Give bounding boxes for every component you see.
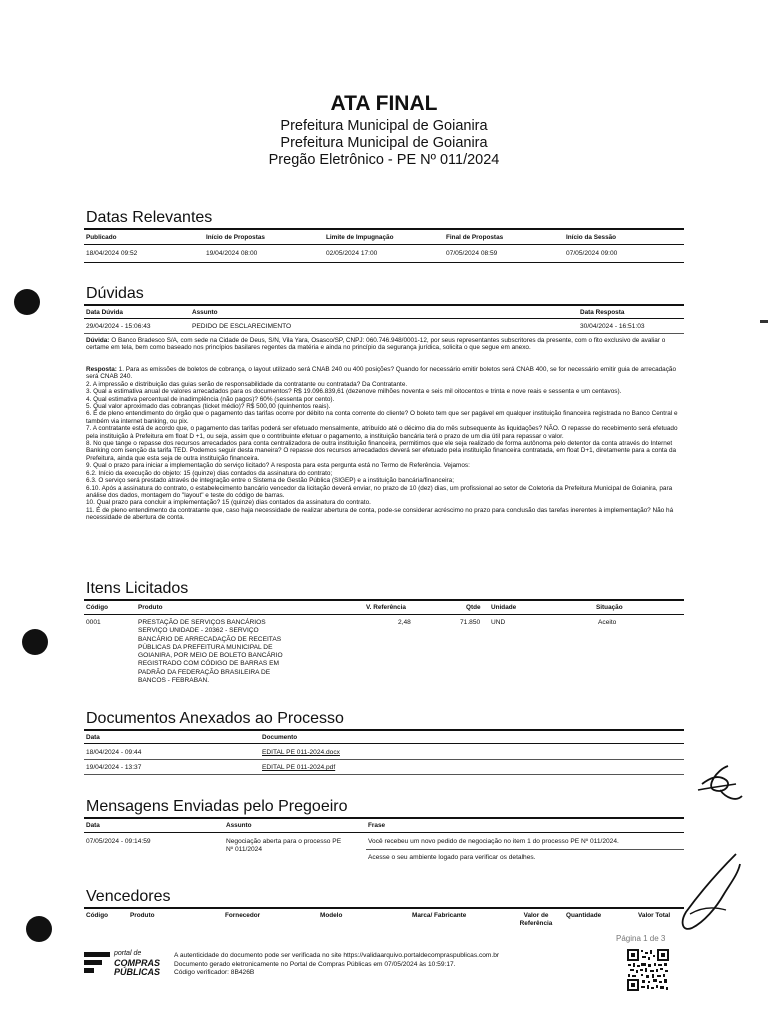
item-unidade: UND	[491, 619, 506, 626]
section-title-documentos: Documentos Anexados ao Processo	[86, 710, 344, 727]
value-publicado: 18/04/2024 09:52	[86, 250, 138, 257]
binder-hole-mark	[22, 629, 48, 655]
item-valor-referencia: 2,48	[398, 619, 411, 626]
section-title-itens: Itens Licitados	[86, 580, 189, 597]
header-quantidade: Qtde	[466, 604, 481, 611]
page-number: Página 1 de 3	[616, 934, 666, 943]
section-divider	[84, 907, 684, 909]
value-inicio-sessao: 07/05/2024 09:00	[566, 250, 618, 257]
header-limite-impugnacao: Limite de Impugnação	[326, 234, 394, 241]
item-quantidade: 71.850	[460, 619, 481, 626]
value-inicio-propostas: 19/04/2024 08:00	[206, 250, 258, 257]
header-publicado: Publicado	[86, 234, 117, 241]
section-title-datas: Datas Relevantes	[86, 209, 213, 226]
header-produto: Produto	[130, 912, 155, 919]
header-marca-fabricante: Marca/ Fabricante	[412, 912, 467, 919]
produto-line: SERVIÇO UNIDADE - 20362 - SERVIÇO	[138, 627, 259, 635]
entity-name: Prefeitura Municipal de Goianira	[280, 118, 488, 134]
authenticity-line: A autenticidade do documento pode ser verificada no site https://validaarquivo.portaldecompraspublicas.com.br	[174, 952, 500, 959]
footer-note	[174, 952, 499, 978]
section-title-duvidas: Dúvidas	[86, 285, 144, 302]
logo-bar	[84, 952, 110, 957]
resposta-line: 8. No que tange o repasse dos recursos arrecadados para conta centralizadora de outra instituição financeira, permitimos que ele seja realizado de forma autônoma pelo detentor da conta através do Internet Banking com isenção da tarifa TED. Podemos seguir desta maneira? O repasse dos recursos arrecadados deverá ser efetuado pela instituição financeira contratada, em float D+1, diretamente para a conta da Prefeitura, ainda que esta seja de outra instituição financeira.	[86, 440, 677, 462]
value-limite-impugnacao: 02/05/2024 17:00	[326, 250, 378, 257]
header-final-propostas: Final de Propostas	[446, 234, 504, 241]
header-valor-referencia: V. Referência	[366, 604, 406, 611]
documento-link-docx[interactable]: EDITAL PE 011-2024.docx	[262, 749, 340, 756]
produto-line: PRESTAÇÃO DE SERVIÇOS BANCÁRIOS	[138, 619, 266, 626]
header-modelo: Modelo	[320, 912, 343, 919]
table-header-line	[84, 244, 684, 245]
resposta-line: 6.3. O serviço será prestado através de integração entre o Sistema de Gestão Pública (SIGEP) e a instituição bancária/financeira;	[86, 477, 455, 485]
table-header-line	[84, 614, 684, 615]
header-frase: Frase	[368, 822, 386, 829]
table-bottom-line	[84, 262, 684, 263]
section-title-mensagens: Mensagens Enviadas pelo Pregoeiro	[86, 798, 348, 815]
resposta-line: 5. Qual valor aproximado das cobranças (ticket médio)? R$ 500,00 (quinhentos reais).	[86, 403, 331, 411]
document-title: ATA FINAL	[330, 92, 438, 115]
produto-line: PADRÃO DA FEDERAÇÃO BRASILEIRA DE	[138, 668, 271, 676]
documento-data: 19/04/2024 - 13:37	[86, 764, 142, 771]
header-data-resposta: Data Resposta	[580, 309, 625, 316]
section-divider	[84, 729, 684, 731]
row-separator	[84, 759, 684, 760]
resposta-line: 2. A impressão e distribuição das guias serão de responsabilidade da contratante ou contratada? Da Contratante.	[86, 380, 408, 388]
section-divider	[84, 599, 684, 601]
item-situacao: Aceito	[598, 619, 617, 626]
header-data-duvida: Data Dúvida	[86, 309, 123, 316]
table-header-line	[84, 743, 684, 744]
value-data-resposta: 30/04/2024 - 16:51:03	[580, 323, 645, 330]
resposta-line: 10. Qual prazo para concluir a implementação? 15 (quinze) dias contados da assinatura do contrato.	[86, 499, 371, 507]
binder-hole-mark	[14, 289, 40, 315]
row-separator	[84, 774, 684, 775]
assunto-line: Negociação aberta para o processo PE	[226, 838, 342, 845]
header-assunto: Assunto	[226, 822, 252, 829]
header-codigo: Código	[86, 912, 109, 919]
table-header-line	[84, 832, 684, 833]
duvida-label: Dúvida:	[86, 337, 110, 344]
duvida-body: O Banco Bradesco S/A, com sede na Cidade de Deus, S/N, Vila Yara, Osasco/SP, CNPJ: 060.746.948/0001-12, por seus representantes subscritores da presente, com o fito exclusivo de avaliar o certame em tela, bem como baseado nos princípios basilares regentes da matéria e ainda no princípio da segurança jurídica, solicita o que segue em anexo.	[86, 337, 666, 352]
mensagem-frase-1: Você recebeu um novo pedido de negociação no item 1 do processo PE Nº 011/2024.	[368, 838, 619, 845]
resposta-text	[86, 366, 686, 522]
logo-text-compras: COMPRAS	[114, 958, 161, 968]
logo-bar	[84, 968, 94, 973]
assunto-line: Nº 011/2024	[226, 846, 263, 854]
generated-line: Documento gerado eletronicamente no Portal de Compras Públicas em 07/05/2024 às 10:59:17.	[174, 960, 456, 968]
mensagem-data: 07/05/2024 - 09:14:59	[86, 838, 151, 845]
header-codigo: Código	[86, 604, 109, 611]
header-quantidade: Quantidade	[566, 912, 602, 919]
header-valor-referencia: Valor de Referência	[519, 912, 553, 927]
section-divider	[84, 817, 684, 819]
value-data-duvida: 29/04/2024 - 15:06:43	[86, 323, 151, 330]
mensagem-frase-2: Acesse o seu ambiente logado para verificar os detalhes.	[368, 854, 536, 861]
header-inicio-sessao: Início da Sessão	[566, 234, 617, 241]
duvida-text	[86, 337, 686, 352]
header-valor-total: Valor Total	[638, 912, 671, 919]
item-produto	[138, 619, 283, 685]
documento-link-pdf[interactable]: EDITAL PE 011-2024.pdf	[262, 764, 336, 771]
resposta-line: 9. Qual o prazo para iniciar a implementação do serviço licitado? A resposta para esta pergunta está no Termo de Referência. Vejamos:	[86, 462, 470, 470]
header-unidade: Unidade	[491, 604, 517, 611]
value-final-propostas: 07/05/2024 08:59	[446, 250, 498, 257]
resposta-line: 4. Qual estimativa percentual de inadimplência (não pagos)? 60% (sessenta por cento).	[86, 395, 335, 403]
resposta-line: 6.2. Início da execução do objeto: 15 (quinze) dias contados da assinatura do contrato;	[86, 469, 333, 477]
produto-line: BANCÁRIO DE ARRECADAÇÃO DE RECEITAS	[138, 635, 282, 643]
resposta-line: 1. Para as emissões de boletos de cobrança, o layout utilizado será CNAB 240 ou 400 posições? Quando for necessário emitir boletos será CNAB 400, se for necessário emitir guia de arrecadação será CNAB 240.	[86, 366, 677, 381]
resposta-line: 6.10. Após a assinatura do contrato, o estabelecimento bancário vencedor da licitação deverá enviar, no prazo de 10 (dez) dias, um profissional ao setor de Coletoria da Prefeitura Municipal de Goianira, para análise dos dados, montagem do "layout" e teste do código de barras.	[86, 484, 673, 499]
resposta-line: 7. A contratante está de acordo que, o pagamento das tarifas poderá ser efetuado mensalmente, atribuído até o décimo dia do mês subsequente às liquidações? NÃO. O repasse do recebimento será efetuado pela instituição à Prefeitura em float D +1, ou seja, assim que o contribuinte efetuar o pagamento, a instituição bancária terá o prazo de um dia útil para repassar o valor.	[86, 425, 678, 440]
section-divider	[84, 304, 684, 306]
resposta-line: 3. Qual a estimativa anual de valores arrecadados para os documentos? R$ 19.096.839,61 (dezenove milhões noventa e seis mil oitocentos e trinta e nove reais e sessenta e um centavos).	[86, 388, 622, 396]
handwritten-signature	[676, 850, 746, 936]
entity-name-repeat: Prefeitura Municipal de Goianira	[280, 135, 488, 151]
header-assunto: Assunto	[192, 309, 218, 316]
value-assunto: PEDIDO DE ESCLARECIMENTO	[192, 323, 292, 330]
header-situacao: Situação	[596, 604, 623, 611]
qr-code	[626, 948, 670, 992]
resposta-line: 11. É de pleno entendimento da contratante que, caso haja necessidade de realizar abertura de conta, pode-se considerar acréscimo no prazo para conclusão das tarefas inerentes à implementação? Não há necessidade de abertura de conta.	[86, 506, 674, 522]
process-number: Pregão Eletrônico - PE Nº 011/2024	[268, 152, 500, 168]
resposta-line: 6. É de pleno entendimento do órgão que o pagamento das tarifas ocorre por débito na conta corrente do cliente? O boleto tem que ser pagável em qualquer instituição financeira registrada no Banco Central e também via internet banking, ou pix.	[86, 410, 678, 425]
logo-small-text: portal de	[114, 950, 142, 957]
item-codigo: 0001	[86, 619, 101, 626]
binder-hole-mark	[26, 916, 52, 942]
table-header-line	[84, 318, 684, 319]
portal-compras-publicas-logo	[84, 950, 164, 982]
logo-bar	[84, 960, 102, 965]
row-separator	[366, 849, 684, 850]
handwritten-initial	[696, 760, 746, 820]
produto-line: GOIANIRA, POR MEIO DE BOLETO BANCÁRIO	[138, 652, 283, 660]
produto-line: PÚBLICAS DA PREFEITURA MUNICIPAL DE	[138, 643, 273, 651]
mensagem-assunto	[226, 838, 341, 855]
verifier-code-line: Código verificador: 8B426B	[174, 969, 255, 977]
header-inicio-propostas: Início de Propostas	[206, 234, 265, 241]
resposta-label: Resposta:	[86, 366, 117, 373]
section-title-vencedores: Vencedores	[86, 888, 171, 905]
produto-line: BANCOS - FEBRABAN.	[138, 677, 210, 685]
produto-line: REGISTRADO COM CÓDIGO DE BARRAS EM	[138, 660, 280, 668]
header-data: Data	[86, 822, 100, 829]
section-divider	[84, 228, 684, 230]
logo-text-publicas: PÚBLICAS	[114, 967, 161, 977]
scan-edge-mark	[760, 320, 768, 323]
header-data: Data	[86, 734, 100, 741]
header-fornecedor: Fornecedor	[225, 912, 261, 919]
qr-code-graphic	[626, 948, 670, 992]
documento-data: 18/04/2024 - 09:44	[86, 749, 142, 756]
header-documento: Documento	[262, 734, 298, 741]
header-produto: Produto	[138, 604, 163, 611]
row-separator	[84, 333, 684, 334]
